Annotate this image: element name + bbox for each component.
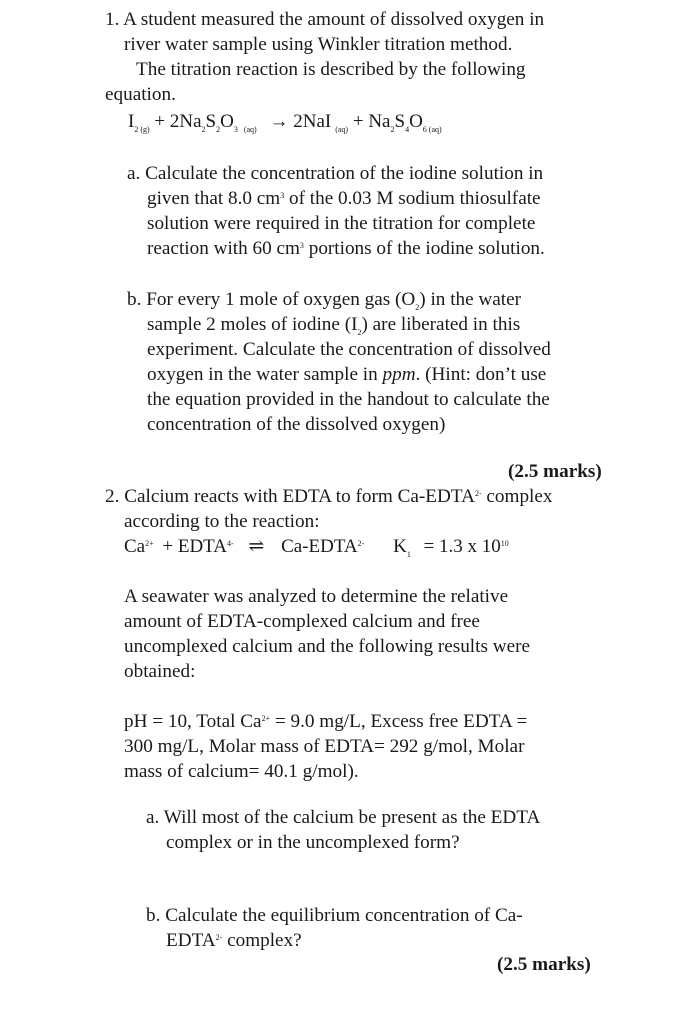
q1a-line-1: a. Calculate the concentration of the iodine solution in bbox=[127, 163, 544, 184]
q1a-line-3: solution were required in the titration for complete bbox=[147, 213, 536, 234]
q2-data-line-2: 300 mg/L, Molar mass of EDTA= 292 g/mol, Molar bbox=[124, 736, 525, 757]
q1b-line-1: b. For every 1 mole of oxygen gas $(O_2)$ in the water bbox=[127, 289, 522, 312]
q2-para1-line-1: A seawater was analyzed to determine the relative bbox=[124, 586, 509, 607]
q2b-line-1: b. Calculate the equilibrium concentration of Ca- bbox=[146, 905, 523, 926]
edta-reaction: $Ca^{2+}$ + $EDTA^{4-}$ ⇌ $Ca-EDTA^{2-}$ $K_1 = 1.3$ x $10^{10}$ bbox=[124, 536, 509, 559]
q1-line-3: The titration reaction is described by the following bbox=[136, 59, 526, 80]
q2-para1-line-4: obtained: bbox=[124, 661, 196, 682]
q2b-line-2: $EDTA^{2-}$ complex? bbox=[166, 930, 302, 951]
q1a-line-4: reaction with 60 $cm^3$ portions of the iodine solution. bbox=[147, 238, 545, 259]
q1b-line-6: concentration of the dissolved oxygen) bbox=[147, 414, 446, 435]
q1a-line-2: given that 8.0 $cm^3$ of the 0.03 M sodium thiosulfate bbox=[147, 188, 541, 209]
q1b-line-3: experiment. Calculate the concentration of dissolved bbox=[147, 339, 551, 360]
q1b-line-5: the equation provided in the handout to calculate the bbox=[147, 389, 550, 410]
q2-data-line-1: pH = 10, Total $Ca^{2+} = 9.0$ mg/L, Excess free EDTA = bbox=[124, 711, 528, 732]
q2a-line-1: a. Will most of the calcium be present as the EDTA bbox=[146, 807, 541, 828]
q1b-line-2: sample 2 moles of iodine $(I_2)$ are liberated in this bbox=[147, 314, 521, 337]
q1-line-2: river water sample using Winkler titration method. bbox=[124, 34, 513, 55]
q1-line-1: 1. A student measured the amount of dissolved oxygen in bbox=[105, 9, 545, 30]
q1-marks: (2.5 marks) bbox=[508, 461, 602, 482]
q2-line-2: according to the reaction: bbox=[124, 511, 320, 532]
q2-marks: (2.5 marks) bbox=[497, 954, 591, 975]
q2a-line-2: complex or in the uncomplexed form? bbox=[166, 832, 460, 853]
titration-equation: $I_{2 (g)} + 2Na_2S_2O_3$ $_{(aq)}$ → 2NaI $_{(aq)} + Na_2S_4O_{6 (aq)}$ bbox=[128, 111, 442, 134]
q2-para1-line-3: uncomplexed calcium and the following results were bbox=[124, 636, 531, 657]
q2-data-line-3: mass of calcium= 40.1 g/mol). bbox=[124, 761, 359, 782]
q2-line-1: 2. Calcium reacts with EDTA to form $Ca-EDTA^{2-}$ complex bbox=[105, 486, 553, 507]
q2-para1-line-2: amount of EDTA-complexed calcium and free bbox=[124, 611, 480, 632]
q1-line-4: equation. bbox=[105, 84, 176, 105]
q1b-line-4: oxygen in the water sample in ppm. (Hint: don’t use bbox=[147, 364, 547, 385]
